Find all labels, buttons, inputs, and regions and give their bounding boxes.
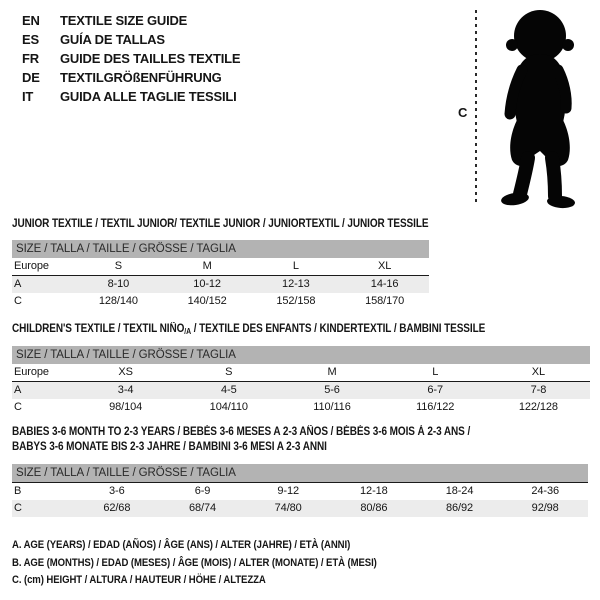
size-header-bar: SIZE / TALLA / TAILLE / GRÖSSE / TAGLIA	[12, 346, 590, 364]
children-heading-post: / TEXTILE DES ENFANTS / KINDERTEXTIL / BAMBINI TESSILE	[191, 323, 486, 335]
table-cell: 24-36	[531, 485, 560, 497]
language-code: IT	[22, 89, 34, 104]
language-title: GUÍA DE TALLAS	[60, 32, 165, 47]
table-cell: 18-24	[445, 485, 474, 497]
table-row-europe	[12, 258, 429, 276]
row-label: A	[14, 278, 22, 290]
table-cell: 68/74	[188, 502, 217, 514]
table-cell: 7-8	[530, 384, 547, 396]
babies-heading-line2: BABYS 3-6 MONATE BIS 2-3 JAHRE / BAMBINI 3-6 MESI A 2-3 ANNI	[12, 441, 327, 453]
language-row-en	[22, 11, 240, 30]
children-heading-sub: /A	[184, 327, 192, 336]
junior-size-table	[12, 240, 429, 310]
table-cell: S	[225, 366, 233, 378]
table-cell: 128/140	[98, 295, 138, 307]
table-cell: 8-10	[107, 278, 130, 290]
row-label: Europe	[14, 260, 49, 272]
table-cell: L	[292, 260, 299, 272]
table-cell: S	[114, 260, 122, 272]
language-title: TEXTILE SIZE GUIDE	[60, 13, 188, 28]
table-cell: 5-6	[324, 384, 340, 396]
row-label: A	[14, 384, 22, 396]
table-cell: 14-16	[370, 278, 399, 290]
table-cell: XS	[118, 366, 133, 378]
table-cell: 116/122	[416, 401, 455, 413]
table-cell: XL	[377, 260, 392, 272]
children-heading-pre: CHILDREN'S TEXTILE / TEXTIL NIÑO	[12, 323, 185, 335]
table-cell: M	[202, 260, 212, 272]
legend-line-a: A. AGE (YEARS) / EDAD (AÑOS) / ÂGE (ANS) / ALTER (JAHRE) / ETÀ (ANNI)	[12, 539, 351, 551]
table-cell: 86/92	[446, 502, 474, 514]
legend-line-c: C. (cm) HEIGHT / ALTURA / HAUTEUR / HÖHE / ALTEZZA	[12, 574, 266, 586]
junior-section-heading	[12, 217, 428, 232]
language-code: FR	[22, 51, 39, 66]
row-label: C	[14, 295, 22, 307]
language-title: GUIDE DES TAILLES TEXTILE	[60, 51, 241, 66]
table-cell: M	[327, 366, 337, 378]
children-size-table	[12, 346, 590, 416]
table-cell: 80/86	[360, 502, 388, 514]
height-measure-label: C	[458, 105, 468, 120]
legend-block	[12, 537, 377, 590]
table-cell: 122/128	[518, 401, 558, 413]
language-row-de	[22, 68, 240, 87]
row-label: C	[14, 401, 22, 413]
table-cell: 158/170	[365, 295, 405, 307]
language-row-es	[22, 30, 240, 49]
table-row-age-months	[12, 483, 588, 500]
babies-heading-line1: BABIES 3-6 MONTH TO 2-3 YEARS / BEBÉS 3-6 MESES A 2-3 AÑOS / BÉBÉS 3-6 MOIS À 2-3 ANS /	[12, 426, 471, 438]
table-row-height	[12, 399, 590, 416]
table-cell: 3-4	[117, 384, 134, 396]
language-row-it	[22, 87, 240, 106]
table-cell: L	[432, 366, 439, 378]
language-code: ES	[22, 32, 39, 47]
table-row-age	[12, 382, 590, 399]
table-cell: 152/158	[276, 295, 316, 307]
baby-silhouette-icon	[484, 8, 596, 210]
legend-line-b: B. AGE (MONTHS) / EDAD (MESES) / ÂGE (MOIS) / ALTER (MONATE) / ETÀ (MESI)	[12, 556, 377, 569]
children-section-heading	[12, 322, 485, 339]
height-measure-dashed-line	[474, 8, 478, 208]
table-cell: 6-7	[427, 384, 444, 396]
babies-section-heading	[12, 425, 470, 455]
table-row-europe	[12, 364, 590, 382]
size-header-bar: SIZE / TALLA / TAILLE / GRÖSSE / TAGLIA	[12, 240, 429, 258]
table-cell: 140/152	[187, 295, 227, 307]
table-row-height	[12, 500, 588, 517]
table-cell: 12-18	[360, 485, 388, 497]
table-row-age	[12, 276, 429, 293]
row-label: B	[14, 485, 22, 497]
language-title-block	[22, 11, 240, 106]
junior-section-heading-text: JUNIOR TEXTILE / TEXTIL JUNIOR/ TEXTILE JUNIOR / JUNIORTEXTIL / JUNIOR TESSILE	[12, 218, 429, 230]
table-cell: 6-9	[194, 485, 211, 497]
baby-figure-block	[450, 8, 598, 212]
table-cell: 4-5	[221, 384, 237, 396]
table-cell: 3-6	[109, 485, 125, 497]
babies-size-table	[12, 464, 588, 517]
size-header-bar: SIZE / TALLA / TAILLE / GRÖSSE / TAGLIA	[12, 464, 588, 483]
language-title: GUIDA ALLE TAGLIE TESSILI	[60, 89, 237, 104]
row-label: Europe	[14, 366, 49, 378]
table-cell: XL	[531, 366, 546, 378]
table-cell: 104/110	[209, 401, 248, 413]
table-cell: 12-13	[282, 278, 310, 290]
language-code: DE	[22, 70, 40, 85]
table-cell: 74/80	[274, 502, 302, 514]
language-code: EN	[22, 13, 40, 28]
table-cell: 110/116	[313, 401, 351, 413]
table-row-height	[12, 293, 429, 310]
table-cell: 92/98	[531, 502, 559, 514]
table-cell: 62/68	[103, 502, 131, 514]
table-cell: 10-12	[193, 278, 221, 290]
language-row-fr	[22, 49, 240, 68]
table-cell: 9-12	[277, 485, 299, 497]
language-title: TEXTILGRÖßENFÜHRUNG	[60, 70, 222, 85]
row-label: C	[14, 502, 22, 514]
table-cell: 98/104	[109, 401, 143, 413]
